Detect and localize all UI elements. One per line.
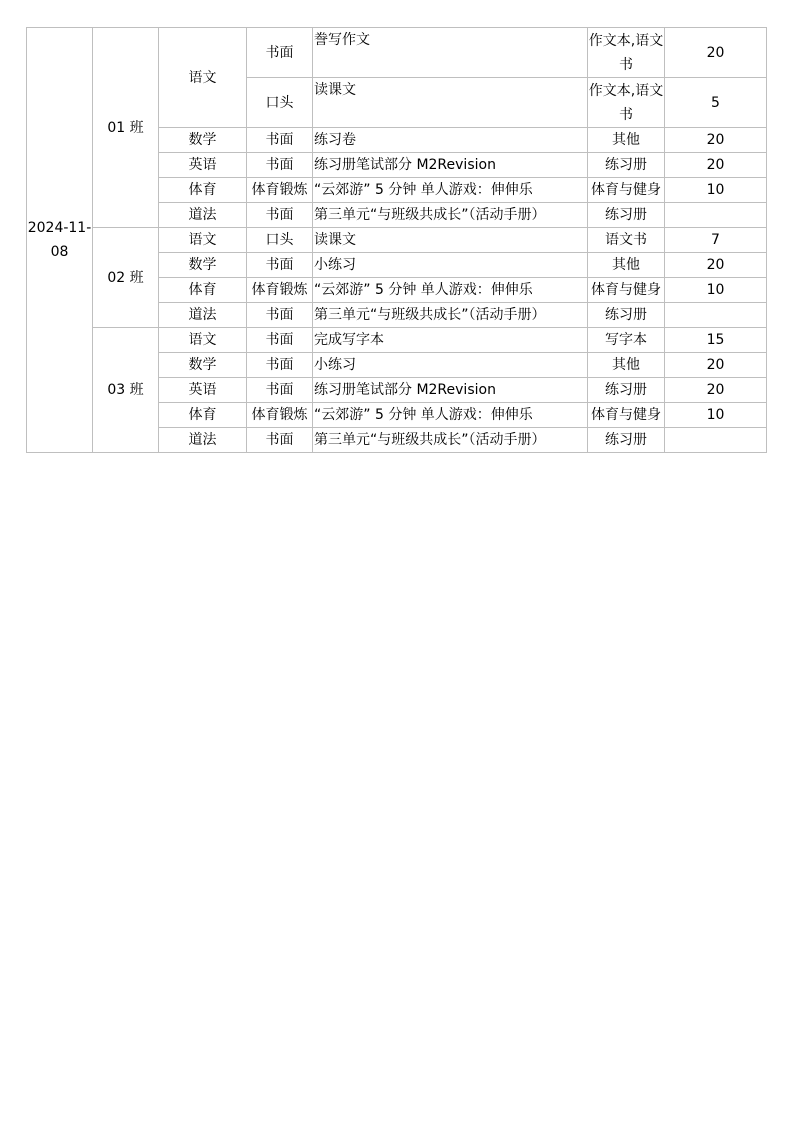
time-cell: 20 [665,153,767,178]
content-cell: 小练习 [313,353,588,378]
class-cell: 01 班 [93,28,159,228]
table-row [27,328,767,353]
subject-cell: 数学 [159,353,247,378]
time-cell: 10 [665,178,767,203]
time-cell: 20 [665,378,767,403]
material-cell: 体育与健身 [588,278,665,303]
content-cell: 第三单元“与班级共成长”（活动手册） [313,203,588,228]
type-cell: 书面 [247,128,313,153]
time-cell: 20 [665,353,767,378]
material-cell: 练习册 [588,428,665,453]
subject-cell: 英语 [159,378,247,403]
time-cell: 7 [665,228,767,253]
subject-cell: 体育 [159,278,247,303]
time-cell: 10 [665,278,767,303]
type-cell: 口头 [247,228,313,253]
type-cell: 书面 [247,253,313,278]
content-cell: 第三单元“与班级共成长”（活动手册） [313,303,588,328]
content-cell: 小练习 [313,253,588,278]
type-cell: 书面 [247,328,313,353]
type-cell: 书面 [247,203,313,228]
type-cell: 体育锻炼 [247,178,313,203]
type-cell: 口头 [247,78,313,128]
date-cell [27,28,93,453]
material-cell: 体育与健身 [588,403,665,428]
subject-cell: 道法 [159,303,247,328]
table-row [27,228,767,253]
time-cell: 10 [665,403,767,428]
table-row [27,28,767,78]
type-cell: 书面 [247,303,313,328]
content-cell: 完成写字本 [313,328,588,353]
type-cell: 书面 [247,378,313,403]
material-cell: 其他 [588,128,665,153]
time-cell: 5 [665,78,767,128]
type-cell: 书面 [247,28,313,78]
type-cell: 书面 [247,353,313,378]
homework-table [26,27,767,453]
material-cell: 练习册 [588,378,665,403]
class-cell: 03 班 [93,328,159,453]
material-cell: 练习册 [588,153,665,178]
material-cell: 作文本,语文书 [588,28,665,78]
subject-cell: 语文 [159,328,247,353]
time-cell: 20 [665,28,767,78]
material-cell: 写字本 [588,328,665,353]
time-cell [665,203,767,228]
content-cell: “云郊游” 5 分钟 单人游戏：伸伸乐 [313,178,588,203]
content-cell: “云郊游” 5 分钟 单人游戏：伸伸乐 [313,403,588,428]
time-cell: 20 [665,253,767,278]
content-cell: 练习卷 [313,128,588,153]
subject-cell: 道法 [159,203,247,228]
content-cell: 练习册笔试部分 M2Revision [313,378,588,403]
content-cell: 誊写作文 [313,28,588,78]
subject-cell: 体育 [159,178,247,203]
type-cell: 体育锻炼 [247,403,313,428]
subject-cell: 体育 [159,403,247,428]
subject-cell: 语文 [159,228,247,253]
subject-cell: 数学 [159,128,247,153]
time-cell: 20 [665,128,767,153]
subject-cell: 语文 [159,28,247,128]
material-cell: 体育与健身 [588,178,665,203]
subject-cell: 道法 [159,428,247,453]
time-cell [665,428,767,453]
content-cell: 练习册笔试部分 M2Revision [313,153,588,178]
content-cell: 读课文 [313,78,588,128]
subject-cell: 数学 [159,253,247,278]
time-cell [665,303,767,328]
type-cell: 书面 [247,428,313,453]
class-cell: 02 班 [93,228,159,328]
date-text: 2024-11-08 [27,220,92,260]
type-cell: 体育锻炼 [247,278,313,303]
material-cell: 其他 [588,353,665,378]
type-cell: 书面 [247,153,313,178]
subject-cell: 英语 [159,153,247,178]
material-cell: 语文书 [588,228,665,253]
time-cell: 15 [665,328,767,353]
content-cell: “云郊游” 5 分钟 单人游戏：伸伸乐 [313,278,588,303]
material-cell: 练习册 [588,303,665,328]
content-cell: 读课文 [313,228,588,253]
material-cell: 练习册 [588,203,665,228]
material-cell: 其他 [588,253,665,278]
material-cell: 作文本,语文书 [588,78,665,128]
content-cell: 第三单元“与班级共成长”（活动手册） [313,428,588,453]
